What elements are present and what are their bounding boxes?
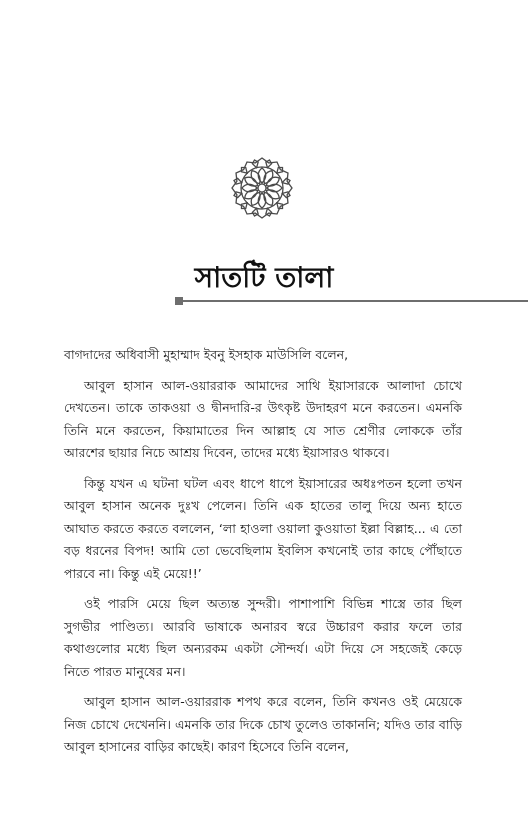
paragraph: কিন্তু যখন এ ঘটনা ঘটল এবং ধাপে ধাপে ইয়াসারের অধঃপতন হলো তখন আবুল হাসান অনেক দুঃখ পেলেন। তিনি এক হাতের তালু দিয়ে অন্য হাতে আঘাত করতে করতে বললেন, ‘লা হাওলা ওয়ালা কুওয়াতা ইল্লা বিল্লাহ... এ তো বড় ধরনের বিপদ! আমি তো ভেবেছিলাম ইবলিস কখনোই তার কাছে পৌঁছাতে পারবে না। কিন্তু এই মেয়ে!!’ xyxy=(64,475,462,581)
divider-line xyxy=(183,300,528,302)
chapter-body xyxy=(64,344,462,767)
paragraph: বাগদাদের অধিবাসী মুহাম্মাদ ইবনু ইসহাক মাউসিলি বলেন, xyxy=(64,347,349,362)
star-rosette-ornament-icon xyxy=(231,157,293,219)
chapter-title: সাতটি তালা xyxy=(194,261,334,294)
divider-square xyxy=(175,297,183,305)
paragraph: আবুল হাসান আল-ওয়াররাক শপথ করে বলেন, তিনি কখনও ওই মেয়েকে নিজ চোখে দেখেননি। এমনকি তার দিকে চোখ তুলেও তাকাননি; যদিও তার বাড়ি আবুল হাসানের বাড়ির কাছেই। কারণ হিসেবে তিনি বলেন, xyxy=(64,694,462,754)
paragraph: আবুল হাসান আল-ওয়াররাক আমাদের সাথি ইয়াসারকে আলাদা চোখে দেখতেন। তাকে তাকওয়া ও দ্বীনদারি-র উৎকৃষ্ট উদাহরণ মনে করতেন। এমনকি তিনি মনে করতেন, কিয়ামাতের দিন আল্লাহ যে সাত শ্রেণীর লোককে তাঁর আরশের ছায়ার নিচে আশ্রয় দিবেন, তাদের মধ্যে ইয়াসারও থাকবে। xyxy=(64,377,462,460)
paragraph: ওই পারসি মেয়ে ছিল অত্যন্ত সুন্দরী। পাশাপাশি বিভিন্ন শাস্ত্রে তার ছিল সুগভীর পাণ্ডিত্য। আরবি ভাষাকে অনারব স্বরে উচ্চারণ করার ফলে তার কথাগুলোর মধ্যে ছিল অন্যরকম একটা সৌন্দর্য। এটা দিয়ে সে সহজেই কেড়ে নিতে পারত মানুষের মন। xyxy=(64,596,462,679)
title-divider xyxy=(175,297,528,305)
